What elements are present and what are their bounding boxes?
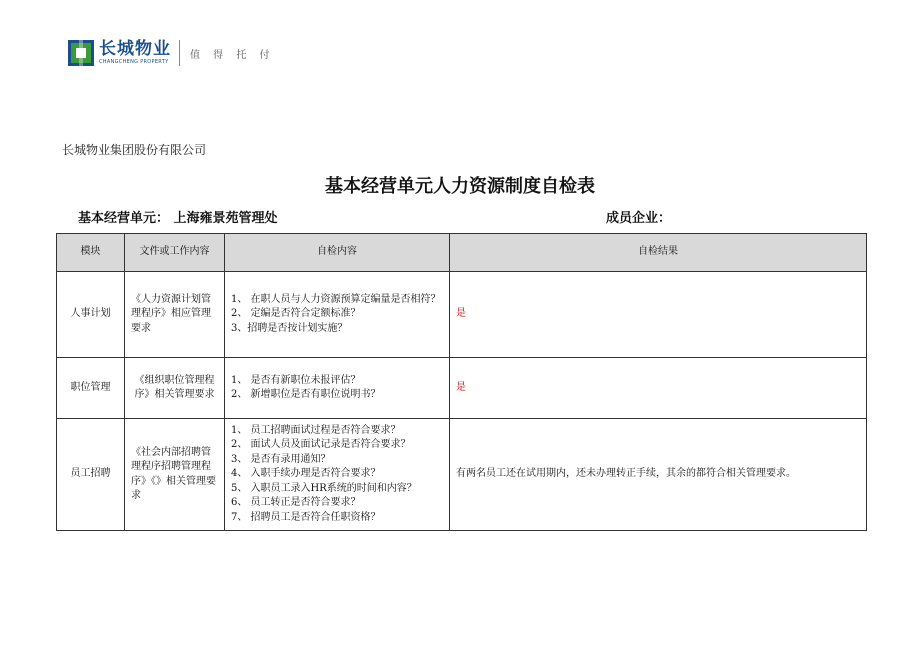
check-items-cell xyxy=(225,419,450,531)
header-check-content: 自检内容 xyxy=(225,234,450,272)
company-name: 长城物业集团股份有限公司 xyxy=(62,143,207,157)
check-item: 5、 入职员工录入HR系统的时间和内容？ xyxy=(231,482,417,494)
document-cell: 《社会内部招聘管理程序招聘管理程序》《》相关管理要求 xyxy=(125,419,225,531)
result-cell: 是 xyxy=(450,358,867,419)
table-row xyxy=(57,358,867,419)
result-cell: 有两名员工还在试用期内，还未办理转正手续，其余的都符合相关管理要求。 xyxy=(450,419,867,531)
company-logo xyxy=(68,38,275,68)
logo-chinese-name: 长城物业 xyxy=(99,39,171,59)
page-title: 基本经营单元人力资源制度自检表 xyxy=(325,176,595,197)
header-check-result: 自检结果 xyxy=(450,234,867,272)
check-item: 3、招聘是否按计划实施？ xyxy=(231,322,348,334)
table-row xyxy=(57,272,867,358)
check-item: 6、 员工转正是否符合要求？ xyxy=(231,497,361,509)
check-item: 1、 在职人员与人力资源预算定编量是否相符？ xyxy=(231,293,441,305)
check-item: 2、 新增职位是否有职位说明书？ xyxy=(231,389,381,400)
table-row xyxy=(57,419,867,531)
document-cell: 《组织职位管理程序》相关管理要求 xyxy=(125,358,225,419)
business-unit-line xyxy=(78,207,278,226)
table-header-row xyxy=(57,234,867,272)
member-enterprise-label: 成员企业： xyxy=(606,211,672,226)
check-item: 4、 入职手续办理是否符合要求？ xyxy=(231,468,381,480)
header-document: 文件或工作内容 xyxy=(125,234,225,272)
result-cell: 是 xyxy=(450,272,867,358)
check-items-cell xyxy=(225,272,450,358)
logo-divider xyxy=(179,40,180,66)
check-item: 1、 是否有新职位未报评估？ xyxy=(231,374,361,386)
logo-slogan: 值 得 托 付 xyxy=(190,49,275,61)
self-check-table xyxy=(56,233,867,531)
check-items-cell xyxy=(225,358,450,419)
module-cell: 人事计划 xyxy=(57,272,125,358)
business-unit-value: 上海雍景苑管理处 xyxy=(173,211,278,226)
check-item: 7、 招聘员工是否符合任职资格？ xyxy=(231,511,381,523)
check-item: 3、 是否有录用通知？ xyxy=(231,453,331,465)
header-module: 模块 xyxy=(57,234,125,272)
business-unit-label: 基本经营单元： xyxy=(78,211,170,226)
logo-english-name: CHANGCHENG PROPERTY xyxy=(99,59,169,65)
document-cell: 《人力资源计划管理程序》相应管理要求 xyxy=(125,272,225,358)
module-cell: 员工招聘 xyxy=(57,419,125,531)
check-item: 2、 面试人员及面试记录是否符合要求？ xyxy=(231,439,411,451)
check-item: 1、 员工招聘面试过程是否符合要求？ xyxy=(231,424,401,436)
logo-mark-icon xyxy=(68,40,94,66)
check-item: 2、 定编是否符合定额标准？ xyxy=(231,308,361,320)
module-cell: 职位管理 xyxy=(57,358,125,419)
